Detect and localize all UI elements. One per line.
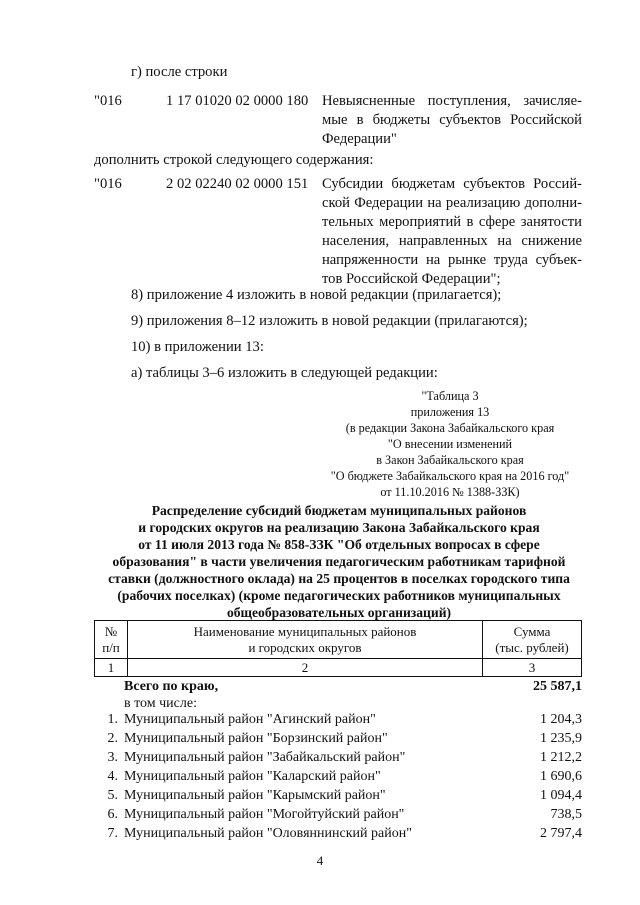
header-sum-col	[483, 621, 582, 659]
title-line: образования" в части увеличения педагогическим работникам тарифной	[112, 554, 566, 569]
supplement-text: дополнить строкой следующего содержания:	[94, 152, 374, 168]
row-number: 1.	[107, 712, 118, 727]
table-ref-line: в Закон Забайкальского края	[376, 453, 524, 467]
row1-quote: "016	[94, 93, 122, 109]
total-value: 25 587,1	[533, 679, 582, 694]
table-row	[94, 711, 582, 729]
row1-code: 1 17 01020 02 0000 180	[166, 93, 309, 109]
row2-quote: "016	[94, 176, 122, 192]
title-line: от 11 июля 2013 года № 858-ЗЗК "Об отдельных вопросах в сфере	[138, 537, 540, 552]
header-text: и городских округов	[248, 639, 362, 655]
row1-desc-line: Федерации"	[322, 131, 397, 147]
document-title	[88, 502, 590, 621]
table-reference	[300, 388, 600, 500]
row-value: 2 797,4	[540, 826, 582, 841]
row2-desc-line: тельных мероприятий в сфере занятости	[322, 214, 582, 230]
row-number: 4.	[107, 769, 118, 784]
row-name: Муниципальный район "Забайкальский район"	[124, 750, 406, 765]
total-row	[94, 678, 582, 696]
row-value: 1 094,4	[540, 788, 582, 803]
table-ref-line: (в редакции Закона Забайкальского края	[345, 421, 555, 435]
row-number: 5.	[107, 788, 118, 803]
row-value: 1 235,9	[540, 731, 582, 746]
table-header	[94, 620, 582, 677]
row2-desc-line: напряженности на рынке труда субъек-	[322, 252, 582, 268]
row2-desc-line: ской Федерации на реализацию дополни-	[322, 195, 582, 211]
table-ref-line: приложения 13	[410, 405, 490, 419]
header-text: п/п	[102, 639, 120, 655]
table-row	[94, 806, 582, 824]
header-name-col	[128, 621, 483, 659]
row2-description	[322, 175, 582, 289]
row1-desc-line: мые в бюджеты субъектов Российской	[322, 112, 582, 128]
col-index-3: 3	[483, 659, 582, 677]
row2-code: 2 02 02240 02 0000 151	[166, 176, 309, 192]
row-name: Муниципальный район "Агинский район"	[124, 712, 376, 727]
row-name: Муниципальный район "Карымский район"	[124, 788, 386, 803]
header-number-col	[95, 621, 128, 659]
item-10: 10) в приложении 13:	[131, 339, 264, 355]
including-label: в том числе:	[124, 696, 197, 711]
row2-desc-line: Субсидии бюджетам субъектов Россий-	[322, 176, 582, 192]
row-name: Муниципальный район "Каларский район"	[124, 769, 381, 784]
table-row	[94, 730, 582, 748]
row-value: 1 690,6	[540, 769, 582, 784]
header-text: Сумма	[513, 623, 551, 639]
title-line: и городских округов на реализацию Закона Забайкальского края	[138, 520, 540, 535]
item-8: 8) приложение 4 изложить в новой редакции (прилагается);	[131, 287, 502, 303]
row-value: 738,5	[550, 807, 582, 822]
row-number: 7.	[107, 826, 118, 841]
table-ref-line: от 11.10.2016 № 1388-ЗЗК)	[380, 485, 520, 499]
title-line: общеобразовательных организаций)	[226, 605, 452, 620]
row-number: 6.	[107, 807, 118, 822]
title-line: (рабочих поселках) (кроме педагогических работников муниципальных	[117, 588, 561, 603]
row-name: Муниципальный район "Могойтуйский район"	[124, 807, 405, 822]
table-row	[94, 787, 582, 805]
col-index-1: 1	[95, 659, 128, 677]
row-number: 3.	[107, 750, 118, 765]
row-number: 2.	[107, 731, 118, 746]
table-ref-line: "Таблица 3	[421, 389, 479, 403]
table-row	[94, 749, 582, 767]
table-ref-line: "О бюджете Забайкальского края на 2016 год"	[330, 469, 570, 483]
total-label: Всего по краю,	[124, 679, 219, 694]
page-number: 4	[316, 853, 324, 868]
row-value: 1 212,2	[540, 750, 582, 765]
row-name: Муниципальный район "Оловяннинский район"	[124, 826, 412, 841]
item-g: г) после строки	[131, 64, 228, 80]
row-value: 1 204,3	[540, 712, 582, 727]
col-index-2: 2	[128, 659, 483, 677]
table-row	[94, 768, 582, 786]
title-line: ставки (должностного оклада) на 25 процентов в поселках городского типа	[108, 571, 570, 586]
row2-desc-line: тов Российской Федерации";	[322, 271, 501, 287]
table-row	[94, 825, 582, 843]
header-text: (тыс. рублей)	[495, 639, 569, 655]
row2-desc-line: населения, направленных на снижение	[322, 233, 582, 249]
header-text: Наименование муниципальных районов	[193, 623, 417, 639]
item-9: 9) приложения 8–12 изложить в новой редакции (прилагаются);	[131, 313, 528, 329]
title-line: Распределение субсидий бюджетам муниципальных районов	[151, 503, 527, 518]
row-name: Муниципальный район "Борзинский район"	[124, 731, 388, 746]
item-a: а) таблицы 3–6 изложить в следующей редакции:	[131, 365, 438, 381]
table-ref-line: "О внесении изменений	[387, 437, 513, 451]
row1-description	[322, 92, 582, 149]
row1-desc-line: Невыясненные поступления, зачисляе-	[322, 93, 582, 109]
header-text: №	[104, 623, 118, 639]
